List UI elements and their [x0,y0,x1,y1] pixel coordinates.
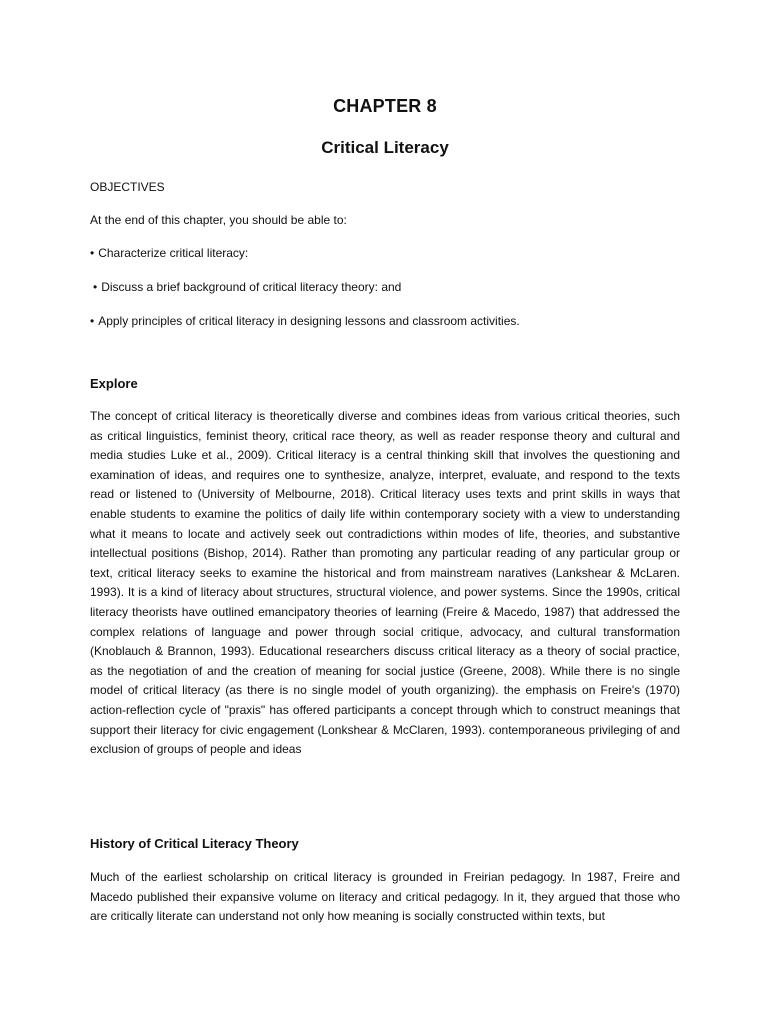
explore-heading: Explore [90,376,138,391]
history-paragraph: Much of the earliest scholarship on critical literacy is grounded in Freirian pedagogy. In 1987, Freire and Macedo published their expansive volume on literacy and critical pedagogy. In it, they argued that those who are critically literate can understand not only how meaning is socially constructed within texts, but [90,870,680,924]
explore-paragraph: The concept of critical literacy is theoretically diverse and combines ideas from various critical theories, such as critical linguistics, feminist theory, critical race theory, as well as reader response theory and cultural and media studies Luke et al., 2009). Critical literacy is a central thinking skill that involves the questioning and examination of ideas, and requires one to synthesize, analyze, interpret, evaluate, and respond to the texts read or listened to (University of Melbourne, 2018). Critical literacy uses texts and print skills in ways that enable students to examine the politics of daily life within contemporary society with a view to understanding what it means to locate and actively seek out contradictions within modes of life, theories, and substantive intellectual positions (Bishop, 2014). Rather than promoting any particular reading of any particular group or text, critical literacy seeks to examine the historical and from mainstream naratives (Lankshear & McLaren. 1993). It is a kind of literacy about structures, structural violence, and power systems. Since the 1990s, critical literacy theorists have outlined emancipatory theories of learning (Freire & Macedo, 1987) that addressed the complex relations of language and power through social critique, advocacy, and cultural transformation (Knoblauch & Brannon, 1993). Educational researchers discuss critical literacy as a theory of social practice, as the negotiation of and the creation of meaning for social justice (Greene, 2008). While there is no single model of critical literacy (as there is no single model of youth organizing). the emphasis on Freire's (1970) action-reflection cycle of "praxis" has offered participants a concept through which to construct meanings that support their literacy for civic engagement (Lonkshear & McClaren, 1993). contemporaneous privileging of and exclusion of groups of people and ideas [90,409,680,757]
objectives-intro: At the end of this chapter, you should be able to: [90,213,347,227]
bullet-icon: • [93,280,98,294]
objective-text: Discuss a brief background of critical literacy theory: and [101,280,402,294]
objective-text: Apply principles of critical literacy in designing lessons and classroom activities. [98,314,520,328]
objectives-heading: OBJECTIVES [90,180,165,194]
objectives-list [90,245,680,347]
chapter-title: Critical Literacy [321,138,449,157]
chapter-label: CHAPTER 8 [333,96,437,116]
objective-text: Characterize critical literacy: [98,246,249,260]
bullet-icon: • [90,246,95,260]
objective-item [90,313,680,347]
history-heading: History of Critical Literacy Theory [90,836,299,851]
objective-item [90,279,680,313]
bullet-icon: • [90,314,95,328]
objective-item [90,245,680,279]
